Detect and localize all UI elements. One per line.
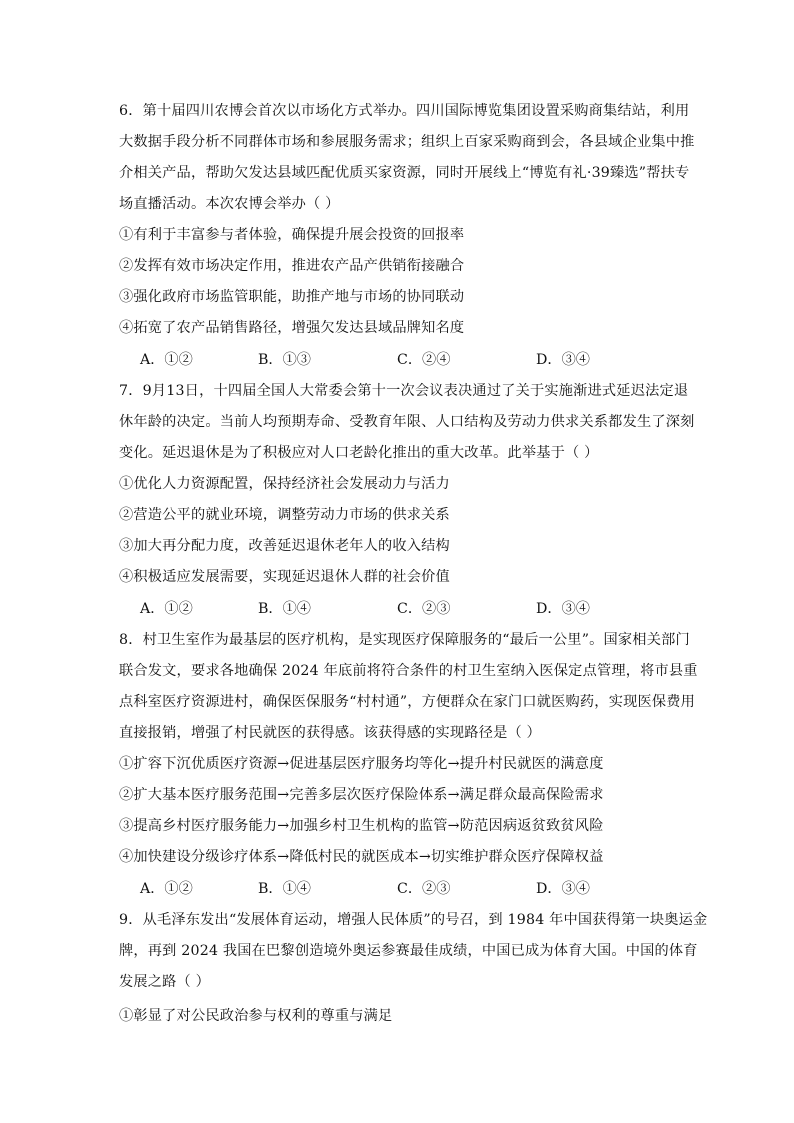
question-6-statement-1: ①有利于丰富参与者体验，确保提升展会投资的回报率 [119, 227, 465, 243]
question-8-statement-2: ②扩大基本医疗服务范围→完善多层次医疗保险体系→满足群众最高保险需求 [119, 787, 604, 803]
question-6-options [140, 345, 680, 376]
question-9-stem-line-3: 发展之路（ ） [119, 974, 211, 990]
question-6-option-a[interactable]: A．①② [140, 352, 193, 368]
question-8-option-b[interactable]: B．①④ [258, 881, 311, 897]
question-7-option-c[interactable]: C．②③ [397, 601, 451, 617]
question-9-statement-1: ①彰显了对公民政治参与权利的尊重与满足 [119, 1008, 393, 1024]
question-7-statement-1: ①优化人力资源配置，保持经济社会发展动力与活力 [119, 476, 450, 492]
question-8-stem-line-4: 直接报销，增强了村民就医的获得感。该获得感的实现路径是（ ） [119, 725, 541, 741]
question-7-stem-line-3: 变化。延迟退休是为了积极应对人口老龄化推出的重大改革。此举基于（ ） [119, 445, 599, 461]
question-8-option-a[interactable]: A．①② [140, 881, 193, 897]
question-9-stem-line-2: 牌，再到 2024 我国在巴黎创造境外奥运参赛最佳成绩，中国已成为体育大国。中国的体育 [119, 943, 698, 959]
question-8-stem-line-1: 8．村卫生室作为最基层的医疗机构，是实现医疗保障服务的“最后一公里”。国家相关部门 [119, 632, 690, 648]
question-7-options [140, 594, 680, 625]
question-7-statement-4: ④积极适应发展需要，实现延迟退休人群的社会价值 [119, 569, 450, 585]
question-8-options [140, 874, 680, 905]
question-9-stem-line-1: 9．从毛泽东发出“发展体育运动，增强人民体质”的号召，到 1984 年中国获得第一块奥运金 [119, 912, 708, 928]
question-7-stem-line-2: 休年龄的决定。当前人均预期寿命、受教育年限、人口结构及劳动力供求关系都发生了深刻 [119, 414, 695, 430]
question-8-option-d[interactable]: D．③④ [536, 881, 590, 897]
question-8-statement-4: ④加快建设分级诊疗体系→降低村民的就医成本→切实维护群众医疗保障权益 [119, 849, 604, 865]
question-7-option-b[interactable]: B．①④ [258, 601, 311, 617]
question-8-statement-3: ③提高乡村医疗服务能力→加强乡村卫生机构的监管→防范因病返贫致贫风险 [119, 818, 604, 834]
question-6-statement-4: ④拓宽了农产品销售路径，增强欠发达县域品牌知名度 [119, 320, 465, 336]
question-8-stem-line-2: 联合发文，要求各地确保 2024 年底前将符合条件的村卫生室纳入医保定点管理，将市县重 [119, 663, 698, 679]
question-8-option-c[interactable]: C．②③ [397, 881, 451, 897]
question-7-option-d[interactable]: D．③④ [536, 601, 590, 617]
question-6-stem-line-3: 介相关产品，帮助欠发达县域匹配优质买家资源，同时开展线上“博览有礼·39臻选”帮扶专 [119, 165, 690, 181]
question-8-stem-line-3: 点科室医疗资源进村，确保医保服务“村村通”，方便群众在家门口就医购药，实现医保费用 [119, 694, 696, 710]
question-7-option-a[interactable]: A．①② [140, 601, 193, 617]
question-6-option-d[interactable]: D．③④ [536, 352, 590, 368]
question-6-option-c[interactable]: C．②④ [397, 352, 451, 368]
question-7-stem-line-1: 7．9月13日，十四届全国人大常委会第十一次会议表决通过了关于实施渐进式延迟法定退 [119, 383, 689, 399]
question-7-statement-2: ②营造公平的就业环境，调整劳动力市场的供求关系 [119, 507, 450, 523]
question-7-statement-3: ③加大再分配力度，改善延迟退休老年人的收入结构 [119, 538, 450, 554]
question-6-stem-line-1: 6．第十届四川农博会首次以市场化方式举办。四川国际博览集团设置采购商集结站，利用 [119, 103, 690, 119]
question-8-statement-1: ①扩容下沉优质医疗资源→促进基层医疗服务均等化→提升村民就医的满意度 [119, 756, 604, 772]
question-6-stem-line-4: 场直播活动。本次农博会举办（ ） [119, 196, 340, 212]
question-6-stem-line-2: 大数据手段分析不同群体市场和参展服务需求；组织上百家采购商到会，各县域企业集中推 [119, 134, 695, 150]
question-6-option-b[interactable]: B．①③ [258, 352, 311, 368]
question-6-statement-3: ③强化政府市场监管职能，助推产地与市场的协同联动 [119, 289, 465, 305]
question-6-statement-2: ②发挥有效市场决定作用，推进农产品产供销衔接融合 [119, 258, 465, 274]
